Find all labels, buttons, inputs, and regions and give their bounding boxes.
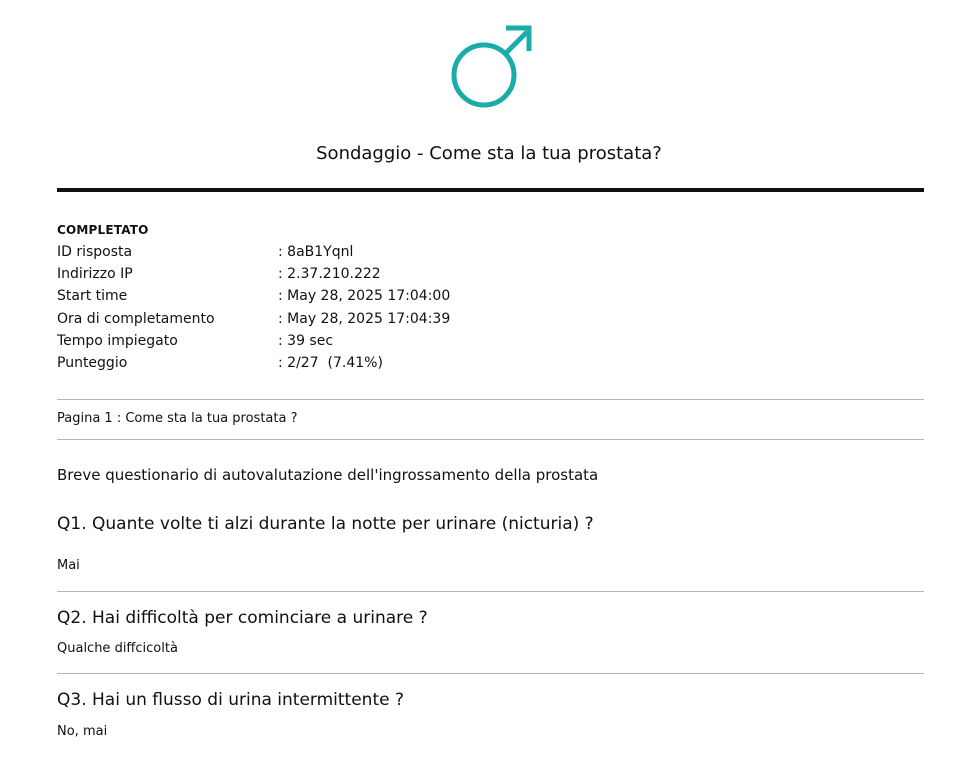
page-header-bottom-divider (57, 439, 924, 440)
page-header: Pagina 1 : Come sta la tua prostata ? (57, 411, 298, 426)
answer-3: No, mai (57, 724, 108, 739)
question-2: Q2. Hai difficoltà per cominciare a urinare ? (57, 608, 428, 628)
ip-address-label: Indirizzo IP (57, 266, 133, 283)
completion-time-row (57, 308, 450, 330)
completion-time-label: Ora di completamento (57, 310, 215, 327)
answer-1: Mai (57, 558, 80, 573)
question-divider (57, 673, 924, 674)
page-intro: Breve questionario di autovalutazione dell'ingrossamento della prostata (57, 466, 599, 484)
response-id-row (57, 241, 450, 263)
score-row (57, 352, 450, 374)
ip-address-row (57, 263, 450, 285)
response-status: COMPLETATO (57, 223, 149, 237)
page-header-top-divider (57, 399, 924, 400)
start-time-row (57, 285, 450, 307)
male-symbol-icon (446, 22, 536, 112)
response-id-value: : 8aB1Yqnl (278, 244, 354, 260)
survey-title: Sondaggio - Come sta la tua prostata? (316, 143, 662, 164)
start-time-label: Start time (57, 288, 128, 305)
score-label: Punteggio (57, 354, 128, 371)
ip-address-value: : 2.37.210.222 (278, 266, 381, 283)
question-divider (57, 591, 924, 592)
time-taken-value: : 39 sec (278, 332, 334, 349)
answer-2: Qualche diffcicoltà (57, 641, 178, 656)
question-1: Q1. Quante volte ti alzi durante la notte per urinare (nicturia) ? (57, 514, 594, 534)
completion-time-value: : May 28, 2025 17:04:39 (278, 310, 451, 327)
start-time-value: : May 28, 2025 17:04:00 (278, 288, 451, 305)
score-value: : 2/27 (7.41%) (278, 354, 383, 371)
response-details (57, 241, 450, 374)
time-taken-row (57, 330, 450, 352)
time-taken-label: Tempo impiegato (57, 332, 178, 349)
question-3: Q3. Hai un flusso di urina intermittente ? (57, 690, 404, 710)
response-id-label: ID risposta (57, 244, 133, 260)
header-divider (57, 188, 924, 192)
